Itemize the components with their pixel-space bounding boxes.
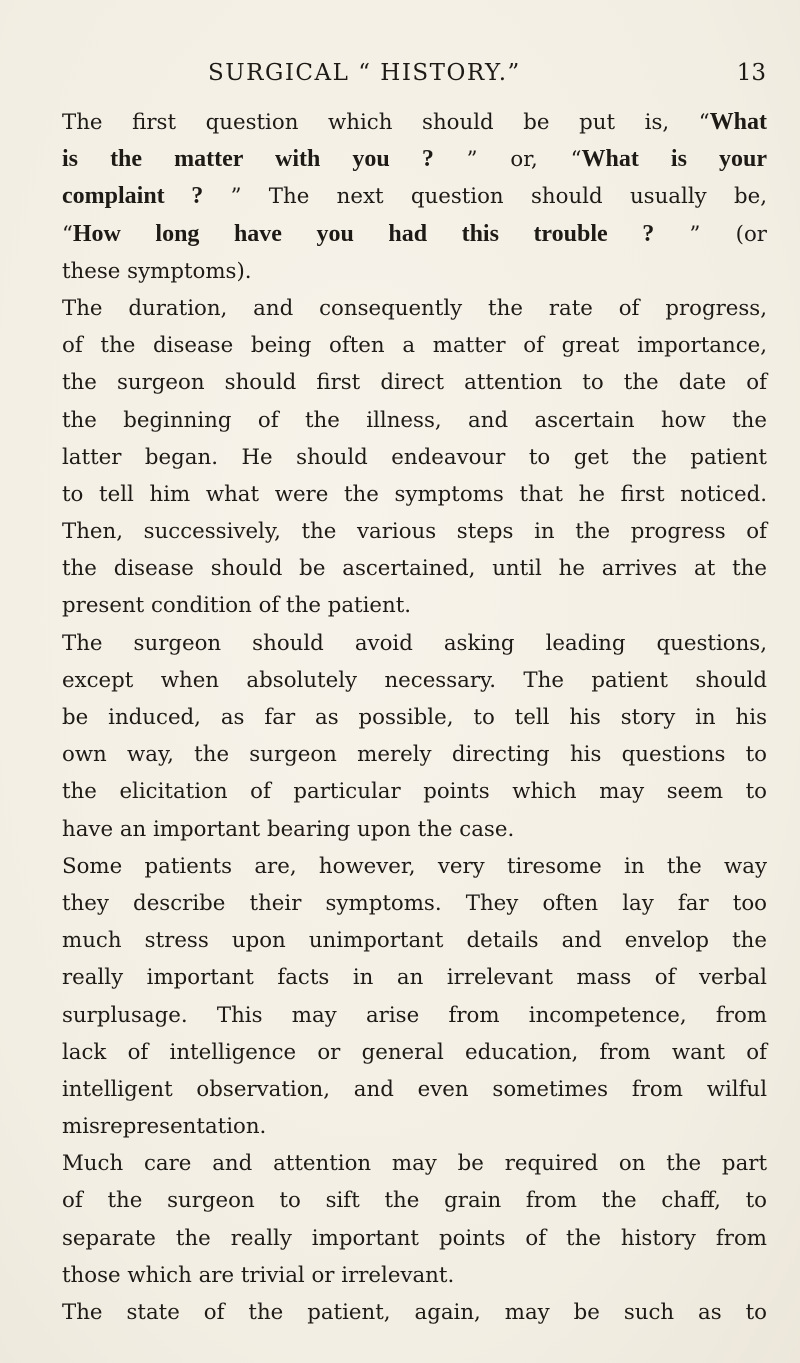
text-run: lack of intelligence or general education, from want of xyxy=(62,1039,767,1065)
text-line xyxy=(62,997,767,1034)
text-line xyxy=(62,327,767,364)
text-line xyxy=(62,736,767,773)
text-line xyxy=(62,1034,767,1071)
text-line xyxy=(62,662,767,699)
text-line xyxy=(62,104,767,141)
text-run: of the disease being often a matter of great importance, xyxy=(62,333,767,359)
text-run: the surgeon should first direct attention to the date of xyxy=(62,370,767,396)
text-run: ” (or xyxy=(654,221,767,247)
text-line xyxy=(62,550,767,587)
text-line xyxy=(62,1182,767,1219)
text-run: “ xyxy=(62,221,73,247)
text-line xyxy=(62,848,767,885)
text-run: own way, the surgeon merely directing his questions to xyxy=(62,742,767,768)
page-number: 13 xyxy=(736,60,766,86)
text-run: The surgeon should avoid asking leading questions, xyxy=(62,630,767,656)
bold-phrase: How long have you had this trouble ? xyxy=(72,220,655,247)
text-run: have an important bearing upon the case. xyxy=(62,816,515,842)
text-run: Much care and attention may be required on the part xyxy=(62,1151,767,1177)
text-run: latter began. He should endeavour to get the patient xyxy=(62,444,767,470)
text-line xyxy=(62,439,767,476)
text-run: Some patients are, however, very tiresome in the way xyxy=(62,853,767,879)
text-run: much stress upon unimportant details and envelop the xyxy=(62,928,767,954)
text-run: really important facts in an irrelevant mass of verbal xyxy=(62,965,767,991)
text-line xyxy=(62,1220,767,1257)
text-line xyxy=(62,253,767,290)
text-run: ” The next question should usually be, xyxy=(203,184,767,210)
text-line xyxy=(62,513,767,550)
text-run: except when absolutely necessary. The patient should xyxy=(62,667,767,693)
text-line xyxy=(62,885,767,922)
bold-phrase: complaint ? xyxy=(62,183,204,210)
text-run: surplusage. This may arise from incompetence, from xyxy=(62,1002,767,1028)
bold-phrase: is the matter with you ? xyxy=(62,146,434,173)
text-line xyxy=(62,773,767,810)
text-line xyxy=(62,625,767,662)
text-run: ” or, “ xyxy=(433,147,582,173)
text-line xyxy=(62,402,767,439)
text-run: those which are trivial or irrelevant. xyxy=(62,1262,455,1288)
running-title: SURGICAL “ HISTORY.” xyxy=(208,60,521,86)
text-line xyxy=(62,587,767,624)
body-text xyxy=(62,104,767,1331)
text-run: the elicitation of particular points which may seem to xyxy=(62,779,767,805)
running-header xyxy=(62,60,768,96)
text-line xyxy=(62,922,767,959)
text-run: The duration, and consequently the rate of progress, xyxy=(62,295,767,321)
text-run: be induced, as far as possible, to tell his story in his xyxy=(62,705,767,730)
text-run: the disease should be ascertained, until he arrives at the xyxy=(62,556,767,582)
text-line xyxy=(62,141,767,178)
bold-phrase: What is your xyxy=(581,146,767,173)
text-line xyxy=(62,1257,767,1294)
text-line xyxy=(62,811,767,848)
text-run: The state of the patient, again, may be such as to xyxy=(62,1300,767,1325)
bold-phrase: What xyxy=(709,109,767,135)
text-run: misrepresentation. xyxy=(62,1114,267,1140)
text-run: to tell him what were the symptoms that he first noticed. xyxy=(62,481,767,507)
text-line xyxy=(62,1071,767,1108)
text-line xyxy=(62,959,767,996)
text-run: of the surgeon to sift the grain from the chaff, to xyxy=(62,1188,767,1214)
text-line xyxy=(62,364,767,401)
text-line xyxy=(62,1294,767,1331)
text-run: separate the really important points of the history from xyxy=(62,1225,767,1251)
text-line xyxy=(62,1108,767,1145)
text-line xyxy=(62,216,767,253)
text-run: these symptoms). xyxy=(62,258,252,284)
text-run: intelligent observation, and even sometimes from wilful xyxy=(62,1076,767,1102)
text-line xyxy=(62,178,767,215)
text-run: the beginning of the illness, and ascertain how the xyxy=(62,407,767,433)
text-run: they describe their symptoms. They often lay far too xyxy=(62,890,767,916)
text-line xyxy=(62,699,767,736)
text-line xyxy=(62,476,767,513)
text-run: The first question which should be put is, “ xyxy=(62,110,710,135)
text-run: present condition of the patient. xyxy=(62,593,412,619)
text-run: Then, successively, the various steps in the progress of xyxy=(62,519,767,545)
text-line xyxy=(62,290,767,327)
text-line xyxy=(62,1145,767,1182)
